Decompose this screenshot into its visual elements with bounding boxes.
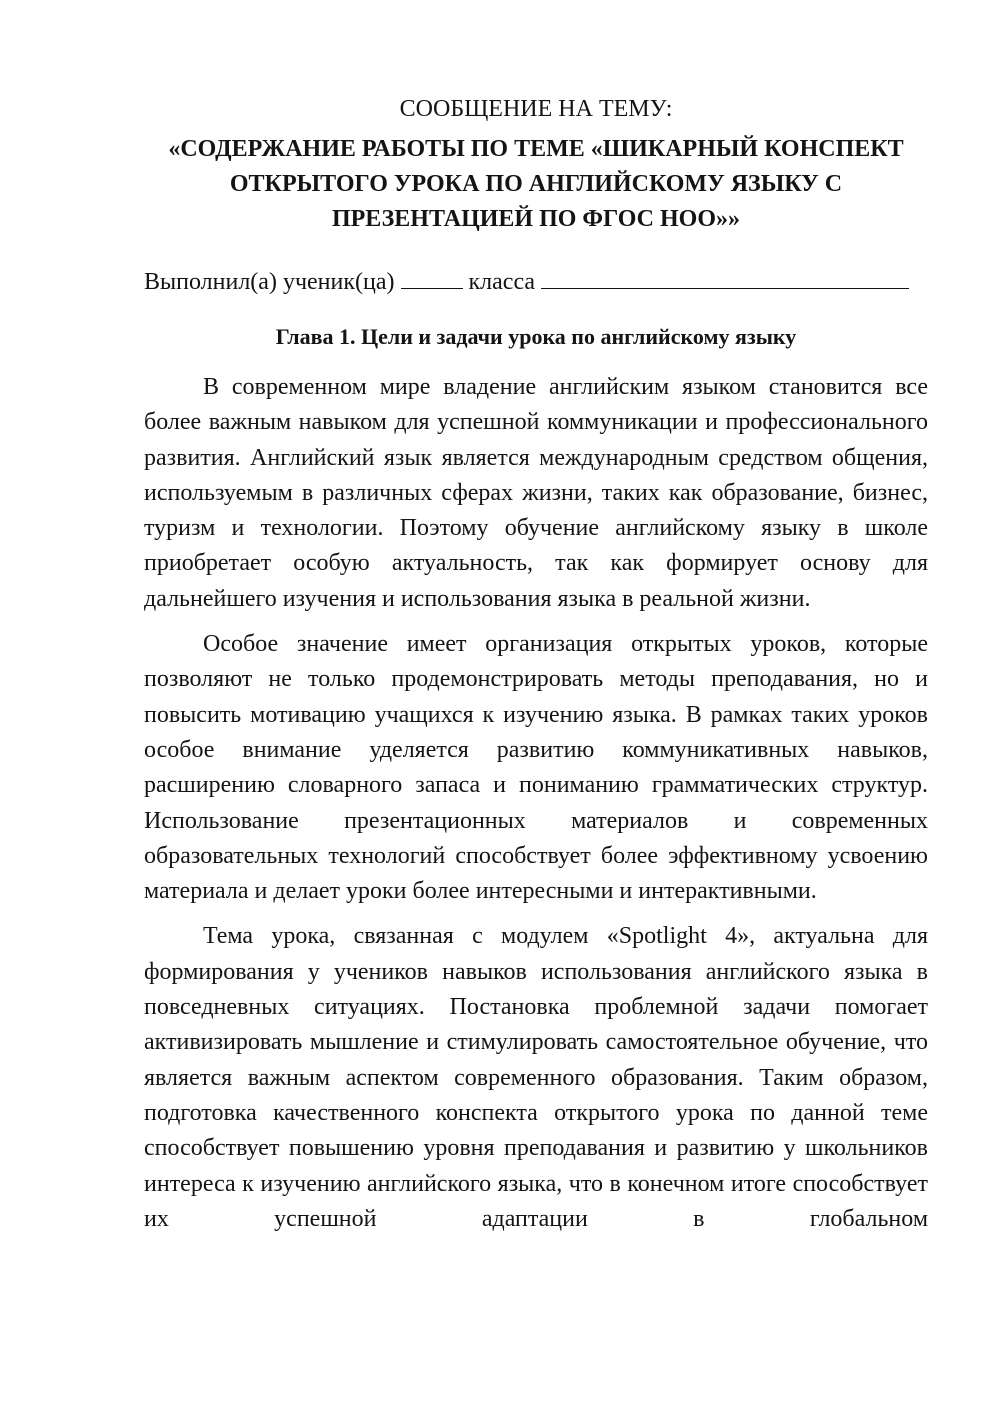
title-line: «СОДЕРЖАНИЕ РАБОТЫ ПО ТЕМЕ «ШИКАРНЫЙ КОНСПЕКТ (168, 136, 904, 162)
student-name-blank[interactable] (541, 266, 909, 289)
author-class-label: класса (468, 269, 536, 295)
document-title (144, 132, 928, 237)
chapter-title: Глава 1. Цели и задачи урока по английскому языку (275, 324, 797, 349)
title-line: ПРЕЗЕНТАЦИЕЙ ПО ФГОС НОО»» (331, 206, 741, 232)
paragraph: В современном мире владение английским языком становится все более важным навыком для успешной коммуникации и профессионального развития. Английский язык является международным средством общения, используемым в различных сферах жизни, таких как образование, бизнес, туризм и технологии. Поэтому обучение английскому языку в школе приобретает особую актуальность, так как формирует основу для дальнейшего изучения и использования языка в реальной жизни. (144, 374, 928, 612)
author-line (144, 265, 928, 300)
class-number-blank[interactable] (401, 266, 463, 289)
paragraph: Особое значение имеет организация открытых уроков, которые позволяют не только продемонстрировать методы преподавания, но и повысить мотивацию учащихся к изучению языка. В рамках таких уроков особое внимание уделяется развитию коммуникативных навыков, расширению словарного запаса и пониманию грамматических структур. Использование презентационных материалов и современных образовательных технологий способствует более эффективному усвоению материала и делает уроки более интересными и интерактивными. (144, 631, 928, 905)
title-line: ОТКРЫТОГО УРОКА ПО АНГЛИЙСКОМУ ЯЗЫКУ С (229, 171, 843, 197)
document-page (144, 92, 928, 1237)
author-prefix: Выполнил(а) ученик(ца) (144, 269, 395, 295)
paragraph: Тема урока, связанная с модулем «Spotlight 4», актуальна для формирования у учеников навыков использования английского языка в повседневных ситуациях. Постановка проблемной задачи помогает активизировать мышление и стимулировать самостоятельное обучение, что является важным аспектом современного образования. Таким образом, подготовка качественного конспекта открытого урока по данной теме способствует повышению уровня преподавания и развитию у школьников интереса к изучению английского языка, что в конечном итоге способствует их успешной адаптации в глобальном (144, 923, 928, 1232)
document-heading: СООБЩЕНИЕ НА ТЕМУ: (399, 96, 673, 122)
